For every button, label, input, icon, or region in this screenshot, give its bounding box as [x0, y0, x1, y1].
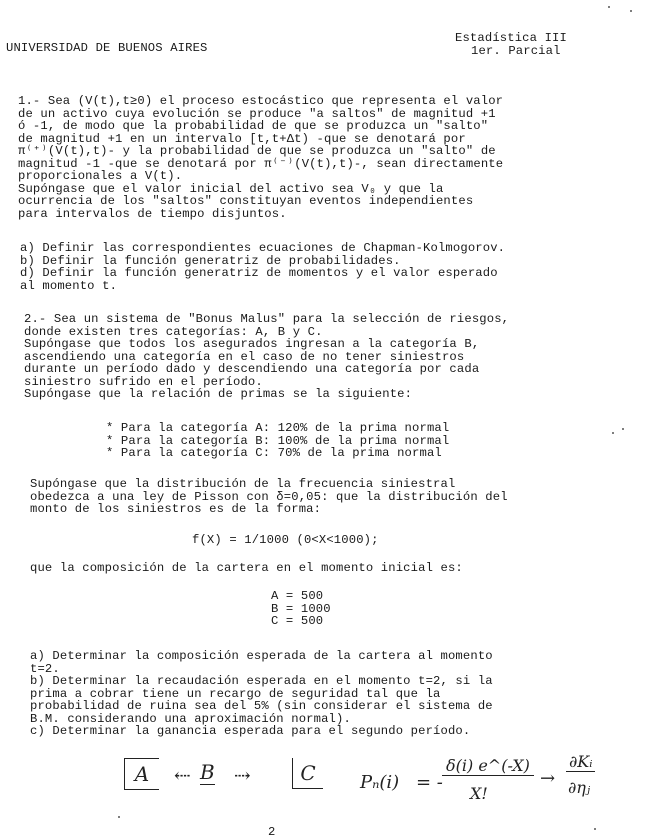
question-item: al momento t. [20, 278, 118, 293]
handwritten-arrow: → [540, 768, 556, 789]
scan-speck [118, 816, 120, 818]
handwritten-p: Pₙ(i) [360, 772, 400, 793]
question-item: b) Determinar la recaudación esperada en el momento t=2, si la [30, 674, 493, 688]
premium-item: * Para la categoría B: 100% de la prima normal [106, 433, 450, 448]
text-line: siniestro sufrido en el período. [24, 374, 263, 389]
premium-item: * Para la categoría C: 70% de la prima normal [106, 446, 442, 460]
composition-list [271, 590, 331, 628]
text-line: de un activo cuya evolución se produce "a saltos" de magnitud +1 [18, 106, 496, 121]
page-number: 2 [268, 825, 276, 839]
question-item: probabilidad de ruina sea del 5% (sin considerar el sistema de [30, 699, 493, 713]
handwritten-box-c: C [292, 758, 323, 789]
handwritten-arrow-left: ⇠ [174, 763, 191, 787]
text-line: 1.- Sea (V(t),t≥0) el proceso estocástico que representa el valor [18, 94, 504, 108]
density-formula: f(X) = 1/1000 (0<X<1000); [192, 533, 379, 547]
problem-2-questions [30, 650, 493, 738]
text-line: Supóngase que la distribución de la frecuencia siniestral [30, 477, 456, 491]
premium-item: * Para la categoría A: 120% de la prima normal [106, 421, 450, 435]
question-item: t=2. [30, 661, 60, 676]
question-item: c) Determinar la ganancia esperada para el segundo período. [30, 724, 471, 738]
text-line: ascendiendo una categoría en el caso de no tener siniestros [24, 349, 465, 364]
handwritten-box-b: B [200, 760, 215, 784]
text-line: 2.- Sea un sistema de "Bonus Malus" para la selección de riesgos, [24, 312, 510, 326]
scan-speck [612, 432, 614, 434]
course-name: Estadística III [455, 31, 567, 45]
problem-1-items [20, 242, 505, 292]
handwritten-numerator: δ(i) e^(-X) [442, 756, 534, 776]
composition-item: C = 500 [271, 614, 324, 628]
text-line: ocurrencia de los "saltos" constituyan eventos independientes [18, 194, 474, 208]
text-line: proporcionales a V(t). [18, 169, 183, 183]
text-line: Supóngase que todos los asegurados ingresan a la categoría B, [24, 337, 480, 351]
text-line: ó -1, de modo que la probabilidad de que se produzca un "salto" [18, 119, 489, 133]
handwritten-equals: = - [416, 772, 443, 793]
handwritten-box-a: A [124, 758, 159, 790]
scan-speck [594, 828, 596, 830]
premium-list [106, 422, 449, 460]
handwritten-arrow-right: ⇢ [234, 763, 251, 787]
question-item: a) Definir las correspondientes ecuaciones de Chapman-Kolmogorov. [20, 241, 506, 255]
handwritten-denominator: X! [470, 784, 488, 803]
question-item: B.M. considerando una aproximación normal). [30, 711, 351, 726]
text-line: π⁽⁺⁾(V(t),t)- y la probabilidad de que se produzca un "salto" de [18, 144, 496, 158]
text-line: obedezca a una ley de Pisson con δ=0,05: que la distribución del [30, 489, 508, 504]
composition-item: A = 500 [271, 589, 324, 603]
question-item: prima a cobrar tiene un recargo de seguridad tal que la [30, 686, 441, 701]
question-item: b) Definir la función generatriz de probabilidades. [20, 253, 401, 268]
problem-1-statement [18, 95, 503, 220]
scan-speck [622, 428, 624, 430]
composition-item: B = 1000 [271, 601, 331, 616]
text-line: de magnitud +1 en un intervalo [t,t+Δt) -que se denotará por [18, 131, 466, 146]
text-line: donde existen tres categorías: A, B y C. [24, 324, 323, 339]
handwritten-frac-den: ∂ηⱼ [568, 778, 591, 797]
handwritten-frac-num: ∂Kᵢ [566, 752, 595, 772]
distribution-text [30, 478, 508, 516]
text-line: monto de los siniestros es de la forma: [30, 502, 322, 516]
text-line: para intervalos de tiempo disjuntos. [18, 206, 287, 221]
text-line: magnitud -1 -que se denotará por π⁽⁻⁾(V(t),t)-, sean directamente [18, 156, 504, 171]
scan-speck [608, 6, 610, 8]
question-item: d) Definir la función generatriz de momentos y el valor esperado [20, 266, 498, 280]
text-line: Supóngase que el valor inicial del activo sea V₀ y que la [18, 181, 444, 196]
university-name: UNIVERSIDAD DE BUENOS AIRES [6, 41, 208, 55]
composition-intro: que la composición de la cartera en el momento inicial es: [30, 561, 463, 575]
exam-title: 1er. Parcial [471, 44, 561, 58]
problem-2-statement [24, 313, 509, 401]
scan-speck [630, 10, 632, 12]
text-line: durante un período dado y descendiendo una categoría por cada [24, 362, 480, 376]
question-item: a) Determinar la composición esperada de la cartera al momento [30, 649, 493, 663]
text-line: Supóngase que la relación de primas se la siguiente: [24, 387, 413, 401]
